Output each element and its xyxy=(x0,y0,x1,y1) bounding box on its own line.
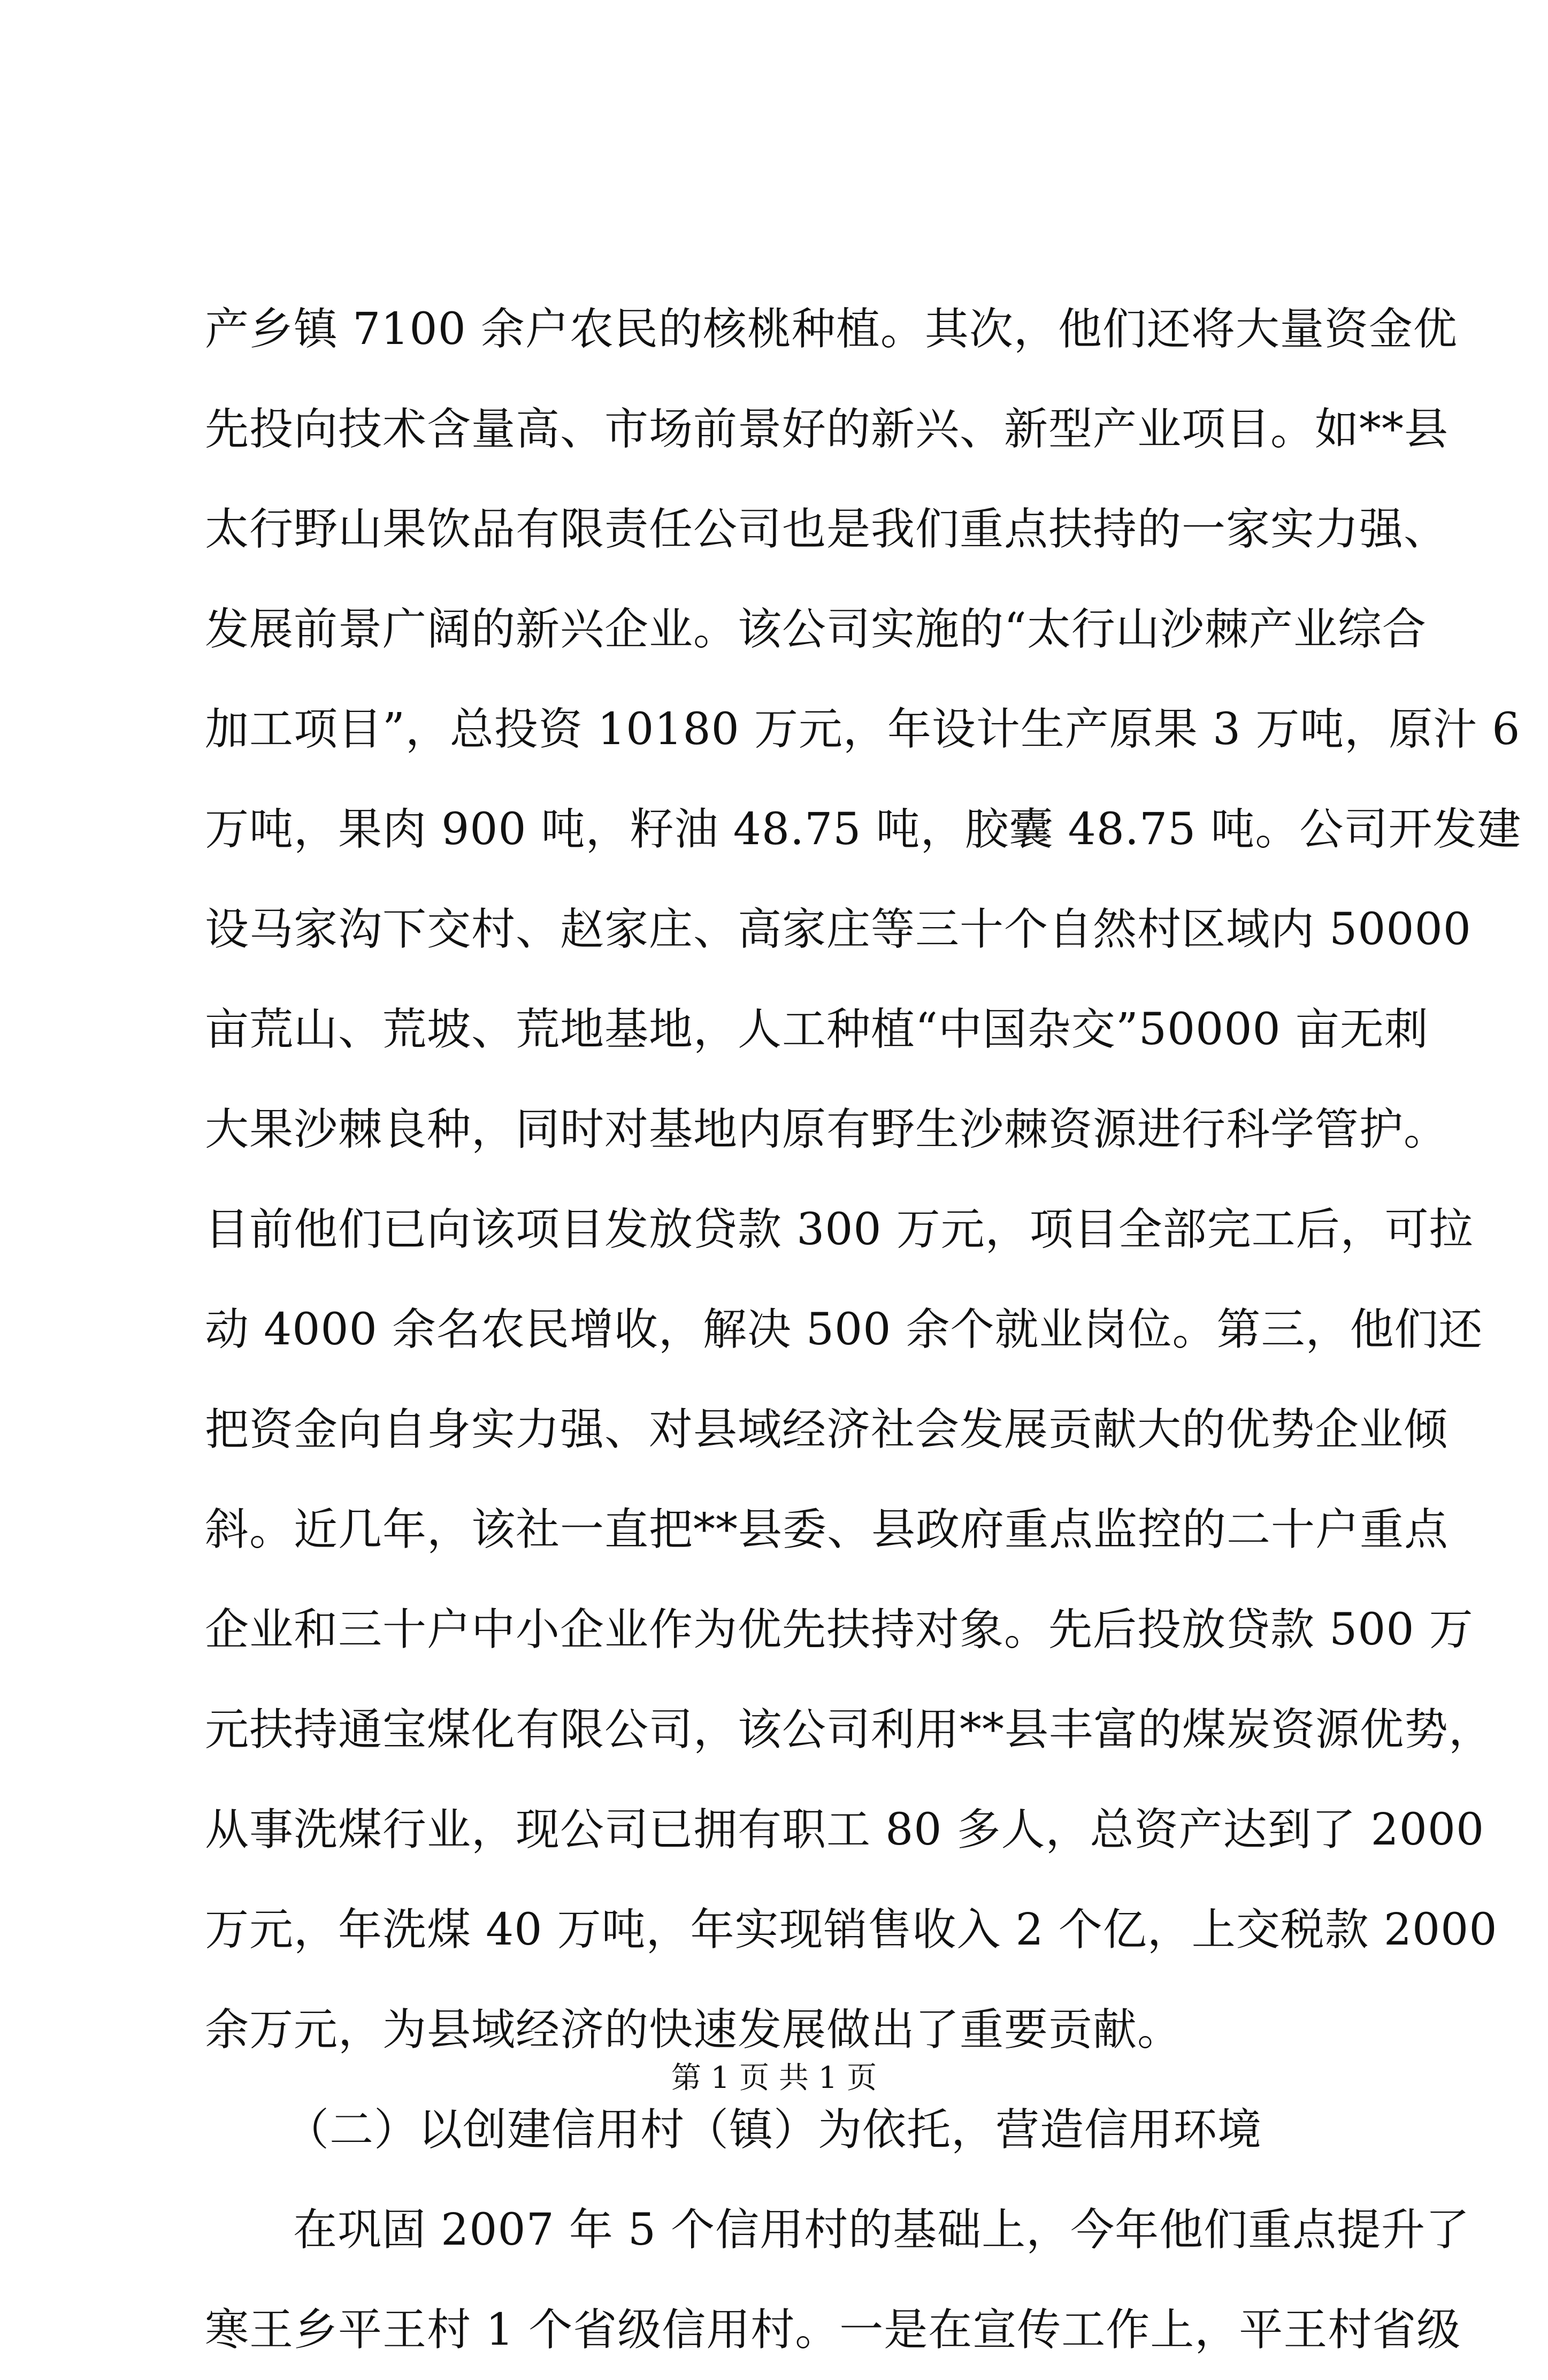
text-line: 发展前景广阔的新兴企业。该公司实施的“太行山沙棘产业综合 xyxy=(205,604,1427,655)
text-line: 亩荒山、荒坡、荒地基地，人工种植“中国杂交”50000 亩无刺 xyxy=(205,1004,1429,1055)
text-line: 元扶持通宝煤化有限公司，该公司利用**县丰富的煤炭资源优势， xyxy=(205,1704,1493,1755)
paragraph-continuation xyxy=(205,279,1522,2080)
text-line: 大果沙棘良种，同时对基地内原有野生沙棘资源进行科学管护。 xyxy=(205,1104,1449,1155)
text-line: 太行野山果饮品有限责任公司也是我们重点扶持的一家实力强、 xyxy=(205,504,1449,555)
text-line: 在巩固 2007 年 5 个信用村的基础上，今年他们重点提升了 xyxy=(293,2205,1470,2255)
text-line: 万元，年洗煤 40 万吨，年实现销售收入 2 个亿，上交税款 2000 xyxy=(205,1904,1498,1955)
text-line: 寒王乡平王村 1 个省级信用村。一是在宣传工作上，平王村省级 xyxy=(205,2305,1461,2355)
text-line: 产乡镇 7100 余户农民的核桃种植。其次，他们还将大量资金优 xyxy=(205,304,1458,355)
page-number: 第 1 页 共 1 页 xyxy=(671,2061,877,2095)
text-line: 从事洗煤行业，现公司已拥有职工 80 多人，总资产达到了 2000 xyxy=(205,1804,1485,1855)
text-line: 余万元，为县域经济的快速发展做出了重要贡献。 xyxy=(205,2004,1182,2055)
text-line: 企业和三十户中小企业作为优先扶持对象。先后投放贷款 500 万 xyxy=(205,1604,1474,1655)
paragraph-credit-village xyxy=(205,2180,1470,2380)
page-footer xyxy=(0,2057,1548,2100)
text-line: 设马家沟下交村、赵家庄、高家庄等三十个自然村区域内 50000 xyxy=(205,904,1472,955)
text-line: 斜。近几年，该社一直把**县委、县政府重点监控的二十户重点 xyxy=(205,1504,1449,1555)
text-line: 加工项目”，总投资 10180 万元，年设计生产原果 3 万吨，原汁 6 xyxy=(205,704,1521,755)
text-line: 先投向技术含量高、市场前景好的新兴、新型产业项目。如**县 xyxy=(205,404,1449,455)
text-line: 动 4000 余名农民增收，解决 500 余个就业岗位。第三，他们还 xyxy=(205,1304,1483,1355)
text-line: 目前他们已向该项目发放贷款 300 万元，项目全部完工后，可拉 xyxy=(205,1204,1474,1255)
text-line: 把资金向自身实力强、对县域经济社会发展贡献大的优势企业倾 xyxy=(205,1404,1449,1455)
section-heading: （二）以创建信用村（镇）为依托，营造信用环境 xyxy=(285,2104,1262,2155)
text-line: 万吨，果肉 900 吨，籽油 48.75 吨，胶囊 48.75 吨。公司开发建 xyxy=(205,804,1522,855)
